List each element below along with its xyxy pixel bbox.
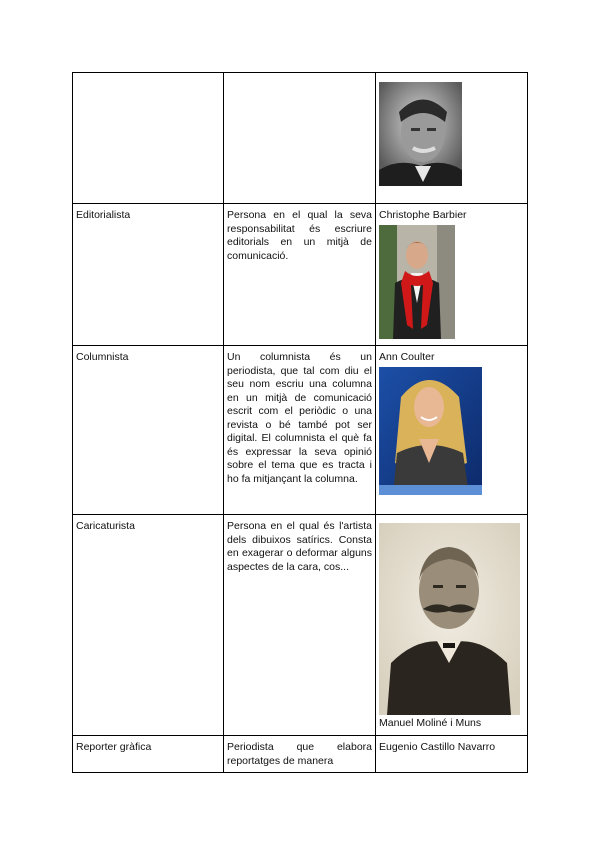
- description-cell: [224, 73, 376, 204]
- person-cell: [376, 515, 528, 736]
- person-cell: [376, 204, 528, 346]
- journalism-roles-table: [72, 72, 528, 773]
- portrait-photo-older-man: [379, 82, 524, 186]
- portrait-photo-manuel-moline: [379, 523, 524, 715]
- role-cell: Caricaturista: [73, 515, 224, 736]
- table-row: [73, 346, 528, 515]
- table-row: [73, 204, 528, 346]
- portrait-photo-christophe-barbier: [379, 225, 524, 339]
- description-cell: Persona en el qual la seva responsabilitat és escriure editorials en un mitjà de comunicació.: [224, 204, 376, 346]
- role-cell: Reporter gràfica: [73, 736, 224, 773]
- person-name: Eugenio Castillo Navarro: [379, 741, 496, 753]
- person-cell: [376, 73, 528, 204]
- table-row: [73, 736, 528, 773]
- role-cell: Columnista: [73, 346, 224, 515]
- table-row: [73, 73, 528, 204]
- role-cell: Editorialista: [73, 204, 224, 346]
- portrait-photo-ann-coulter: [379, 367, 524, 495]
- description-cell: Persona en el qual és l'artista dels dibuixos satírics. Consta en exagerar o deformar alguns aspectes de la cara, cos...: [224, 515, 376, 736]
- person-cell: [376, 346, 528, 515]
- person-name: Manuel Moliné i Muns: [379, 717, 482, 729]
- person-cell: [376, 736, 528, 773]
- person-name: Christophe Barbier: [379, 209, 467, 221]
- role-cell: [73, 73, 224, 204]
- person-name: Ann Coulter: [379, 351, 435, 363]
- description-cell: Periodista que elabora reportatges de manera: [224, 736, 376, 773]
- description-cell: Un columnista és un periodista, que tal com diu el seu nom escriu una columna en un mitjà de comunicació escrit com el periòdic o una revista o bé també pot ser digital. El columnista el què fa és expressar la seva opinió sobre el tema que es tracta i ho fa mitjançant la columna.: [224, 346, 376, 515]
- table-row: [73, 515, 528, 736]
